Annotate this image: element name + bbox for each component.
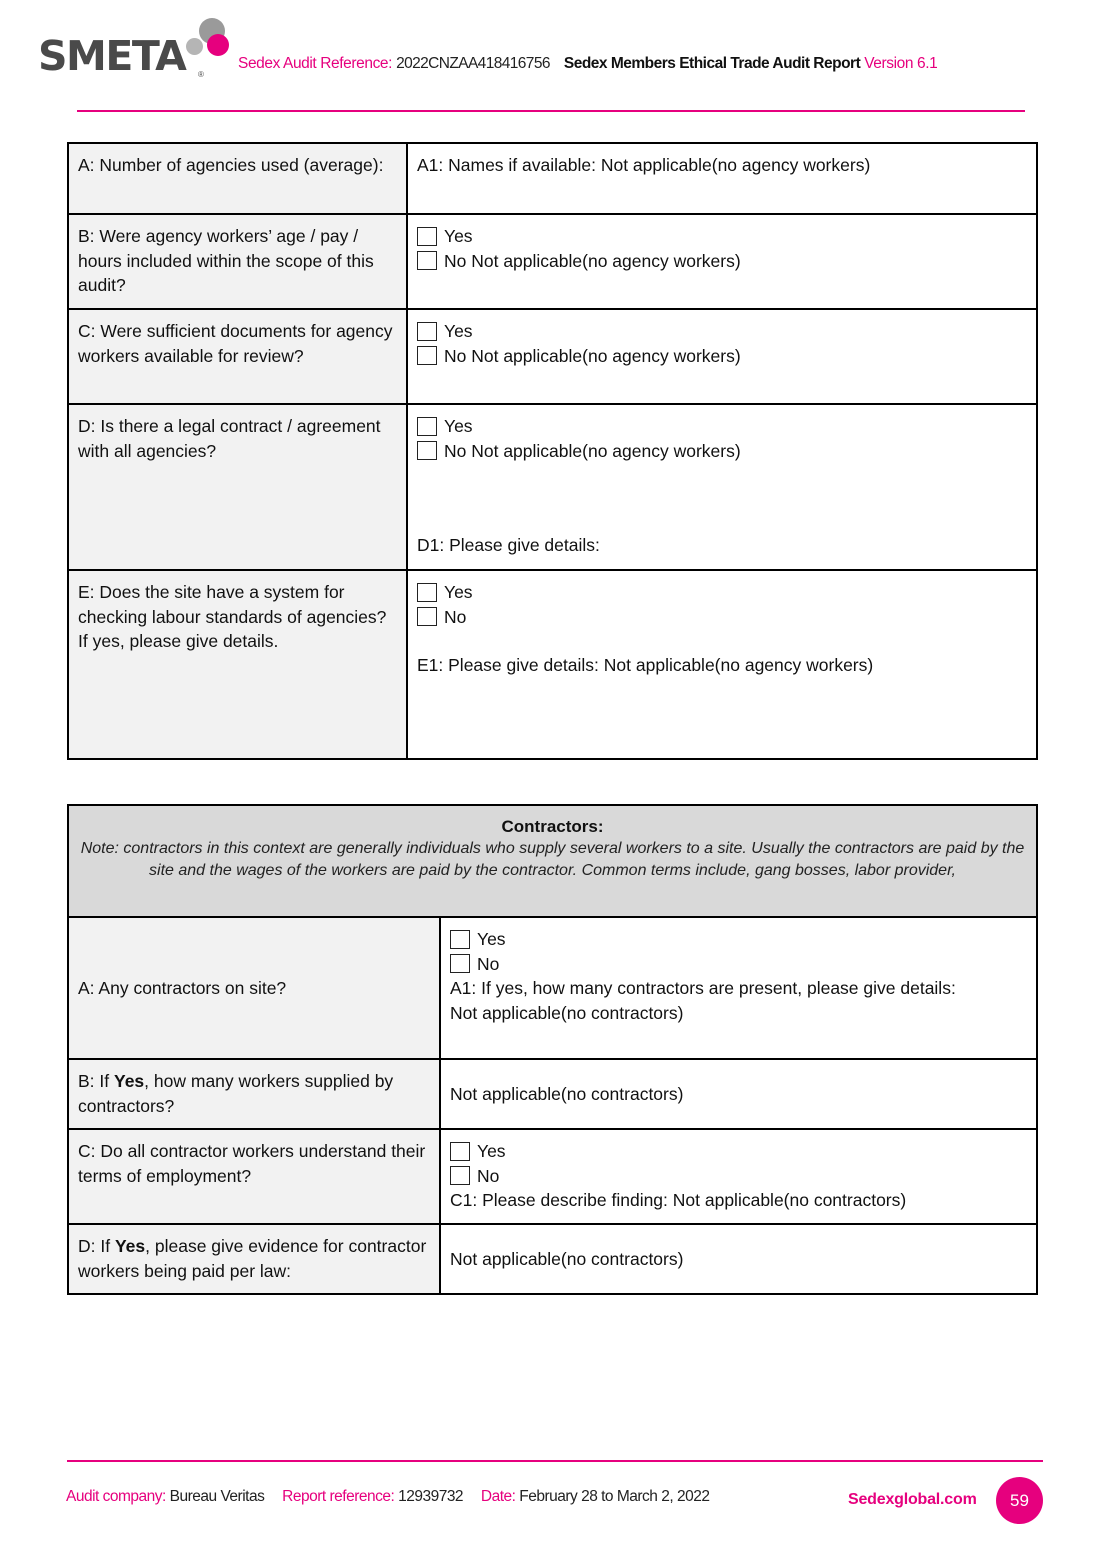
checkbox-yes[interactable] [450, 930, 470, 949]
smeta-logo [38, 18, 228, 82]
contractor-a1-prompt: A1: If yes, how many contractors are present, please give details: [450, 978, 956, 998]
question-d: D: Is there a legal contract / agreement with all agencies? [68, 404, 407, 570]
checkbox-no[interactable] [450, 954, 470, 973]
agency-workers-table [67, 142, 1038, 760]
logo-registered-mark: ® [198, 70, 204, 79]
contractor-c1: C1: Please describe finding: Not applicable(no contractors) [450, 1190, 907, 1210]
table-row [68, 143, 1037, 214]
table-row [68, 214, 1037, 309]
checkbox-no-label: No [444, 606, 467, 627]
question-d-suffix: , please give evidence for contractor workers being paid per law: [78, 1236, 427, 1281]
checkbox-no[interactable] [417, 346, 437, 365]
contractors-heading [68, 805, 1037, 917]
question-b-suffix: , how many workers supplied by contractors? [78, 1071, 394, 1116]
report-version: Version 6.1 [864, 55, 938, 72]
details-e1: E1: Please give details: Not applicable(no agency workers) [417, 655, 874, 675]
answer-b [407, 214, 1037, 309]
answer-e [407, 570, 1037, 759]
contractors-table [67, 804, 1038, 1295]
contractor-answer-c [440, 1129, 1037, 1224]
table-row [68, 917, 1037, 1059]
question-b-prefix: B: If [78, 1071, 114, 1091]
contractor-answer-d: Not applicable(no contractors) [440, 1224, 1037, 1294]
contractor-question-d [68, 1224, 440, 1294]
question-e-followup: If yes, please give details. [78, 631, 279, 651]
question-b: B: Were agency workers’ age / pay / hours included within the scope of this audit? [68, 214, 407, 309]
table-row [68, 570, 1037, 759]
audit-reference-label: Sedex Audit Reference: [238, 55, 393, 72]
question-d-yes: Yes [114, 1236, 146, 1256]
checkbox-no[interactable] [417, 441, 437, 460]
question-c: C: Were sufficient documents for agency workers available for review? [68, 309, 407, 404]
contractors-title: Contractors: [501, 817, 604, 836]
sedex-website-link[interactable]: Sedexglobal.com [848, 1491, 977, 1508]
header-divider [77, 110, 1025, 112]
report-header [238, 55, 937, 73]
table-row [68, 1224, 1037, 1294]
checkbox-yes-label: Yes [444, 226, 473, 246]
footer-info [66, 1488, 723, 1506]
question-d-prefix: D: If [78, 1236, 115, 1256]
checkbox-yes-label: Yes [444, 321, 473, 341]
contractor-question-b [68, 1059, 440, 1129]
checkbox-no[interactable] [450, 1166, 470, 1185]
logo-text: SMETA [38, 32, 186, 80]
contractor-answer-b: Not applicable(no contractors) [440, 1059, 1037, 1129]
checkbox-no-label: No [477, 1165, 500, 1186]
checkbox-yes-label: Yes [477, 1141, 506, 1161]
table-row [68, 805, 1037, 917]
answer-d [407, 404, 1037, 570]
date-label: Date: [480, 1488, 516, 1505]
table-row [68, 404, 1037, 570]
checkbox-no[interactable] [417, 251, 437, 270]
date-value: February 28 to March 2, 2022 [519, 1488, 710, 1505]
checkbox-no-label: No Not applicable(no agency workers) [444, 345, 741, 366]
contractors-note: Note: contractors in this context are generally individuals who supply several workers to a site. Usually the contractors are paid by the site and the wages of the workers are paid by the contractor. Common terms include, gang bosses, labor provider, [80, 840, 1025, 879]
logo-dot-pink [207, 34, 229, 56]
details-d1: D1: Please give details: [417, 535, 600, 555]
table-row [68, 1059, 1037, 1129]
checkbox-no-label: No Not applicable(no agency workers) [444, 250, 741, 271]
checkbox-yes-label: Yes [477, 929, 506, 949]
checkbox-yes[interactable] [450, 1142, 470, 1161]
audit-company-label: Audit company: [66, 1488, 166, 1505]
table-row [68, 309, 1037, 404]
question-a: A: Number of agencies used (average): [68, 143, 407, 214]
question-b-yes: Yes [113, 1071, 145, 1091]
contractor-question-c: C: Do all contractor workers understand their terms of employment? [68, 1129, 440, 1224]
audit-company-value: Bureau Veritas [169, 1488, 265, 1505]
checkbox-no-label: No Not applicable(no agency workers) [444, 440, 741, 461]
contractor-question-a: A: Any contractors on site? [68, 917, 440, 1059]
answer-a1: A1: Names if available: Not applicable(no agency workers) [407, 143, 1037, 214]
footer-divider [67, 1460, 1043, 1462]
checkbox-yes[interactable] [417, 227, 437, 246]
page-number-badge: 59 [996, 1477, 1043, 1524]
report-title: Sedex Members Ethical Trade Audit Report [563, 55, 861, 72]
question-e [68, 570, 407, 759]
checkbox-yes[interactable] [417, 417, 437, 436]
checkbox-no[interactable] [417, 607, 437, 626]
logo-dot-grey-small [186, 38, 203, 55]
report-reference-value: 12939732 [398, 1488, 464, 1505]
audit-reference-value: 2022CNZAA418416756 [396, 55, 550, 72]
checkbox-no-label: No [477, 953, 500, 974]
question-e-text: E: Does the site have a system for checking labour standards of agencies? [78, 582, 387, 627]
contractor-answer-a [440, 917, 1037, 1059]
table-row [68, 1129, 1037, 1224]
checkbox-yes[interactable] [417, 322, 437, 341]
checkbox-yes-label: Yes [444, 416, 473, 436]
answer-c [407, 309, 1037, 404]
checkbox-yes[interactable] [417, 583, 437, 602]
contractor-a1-answer: Not applicable(no contractors) [450, 1002, 684, 1023]
checkbox-yes-label: Yes [444, 582, 473, 602]
report-reference-label: Report reference: [282, 1488, 395, 1505]
